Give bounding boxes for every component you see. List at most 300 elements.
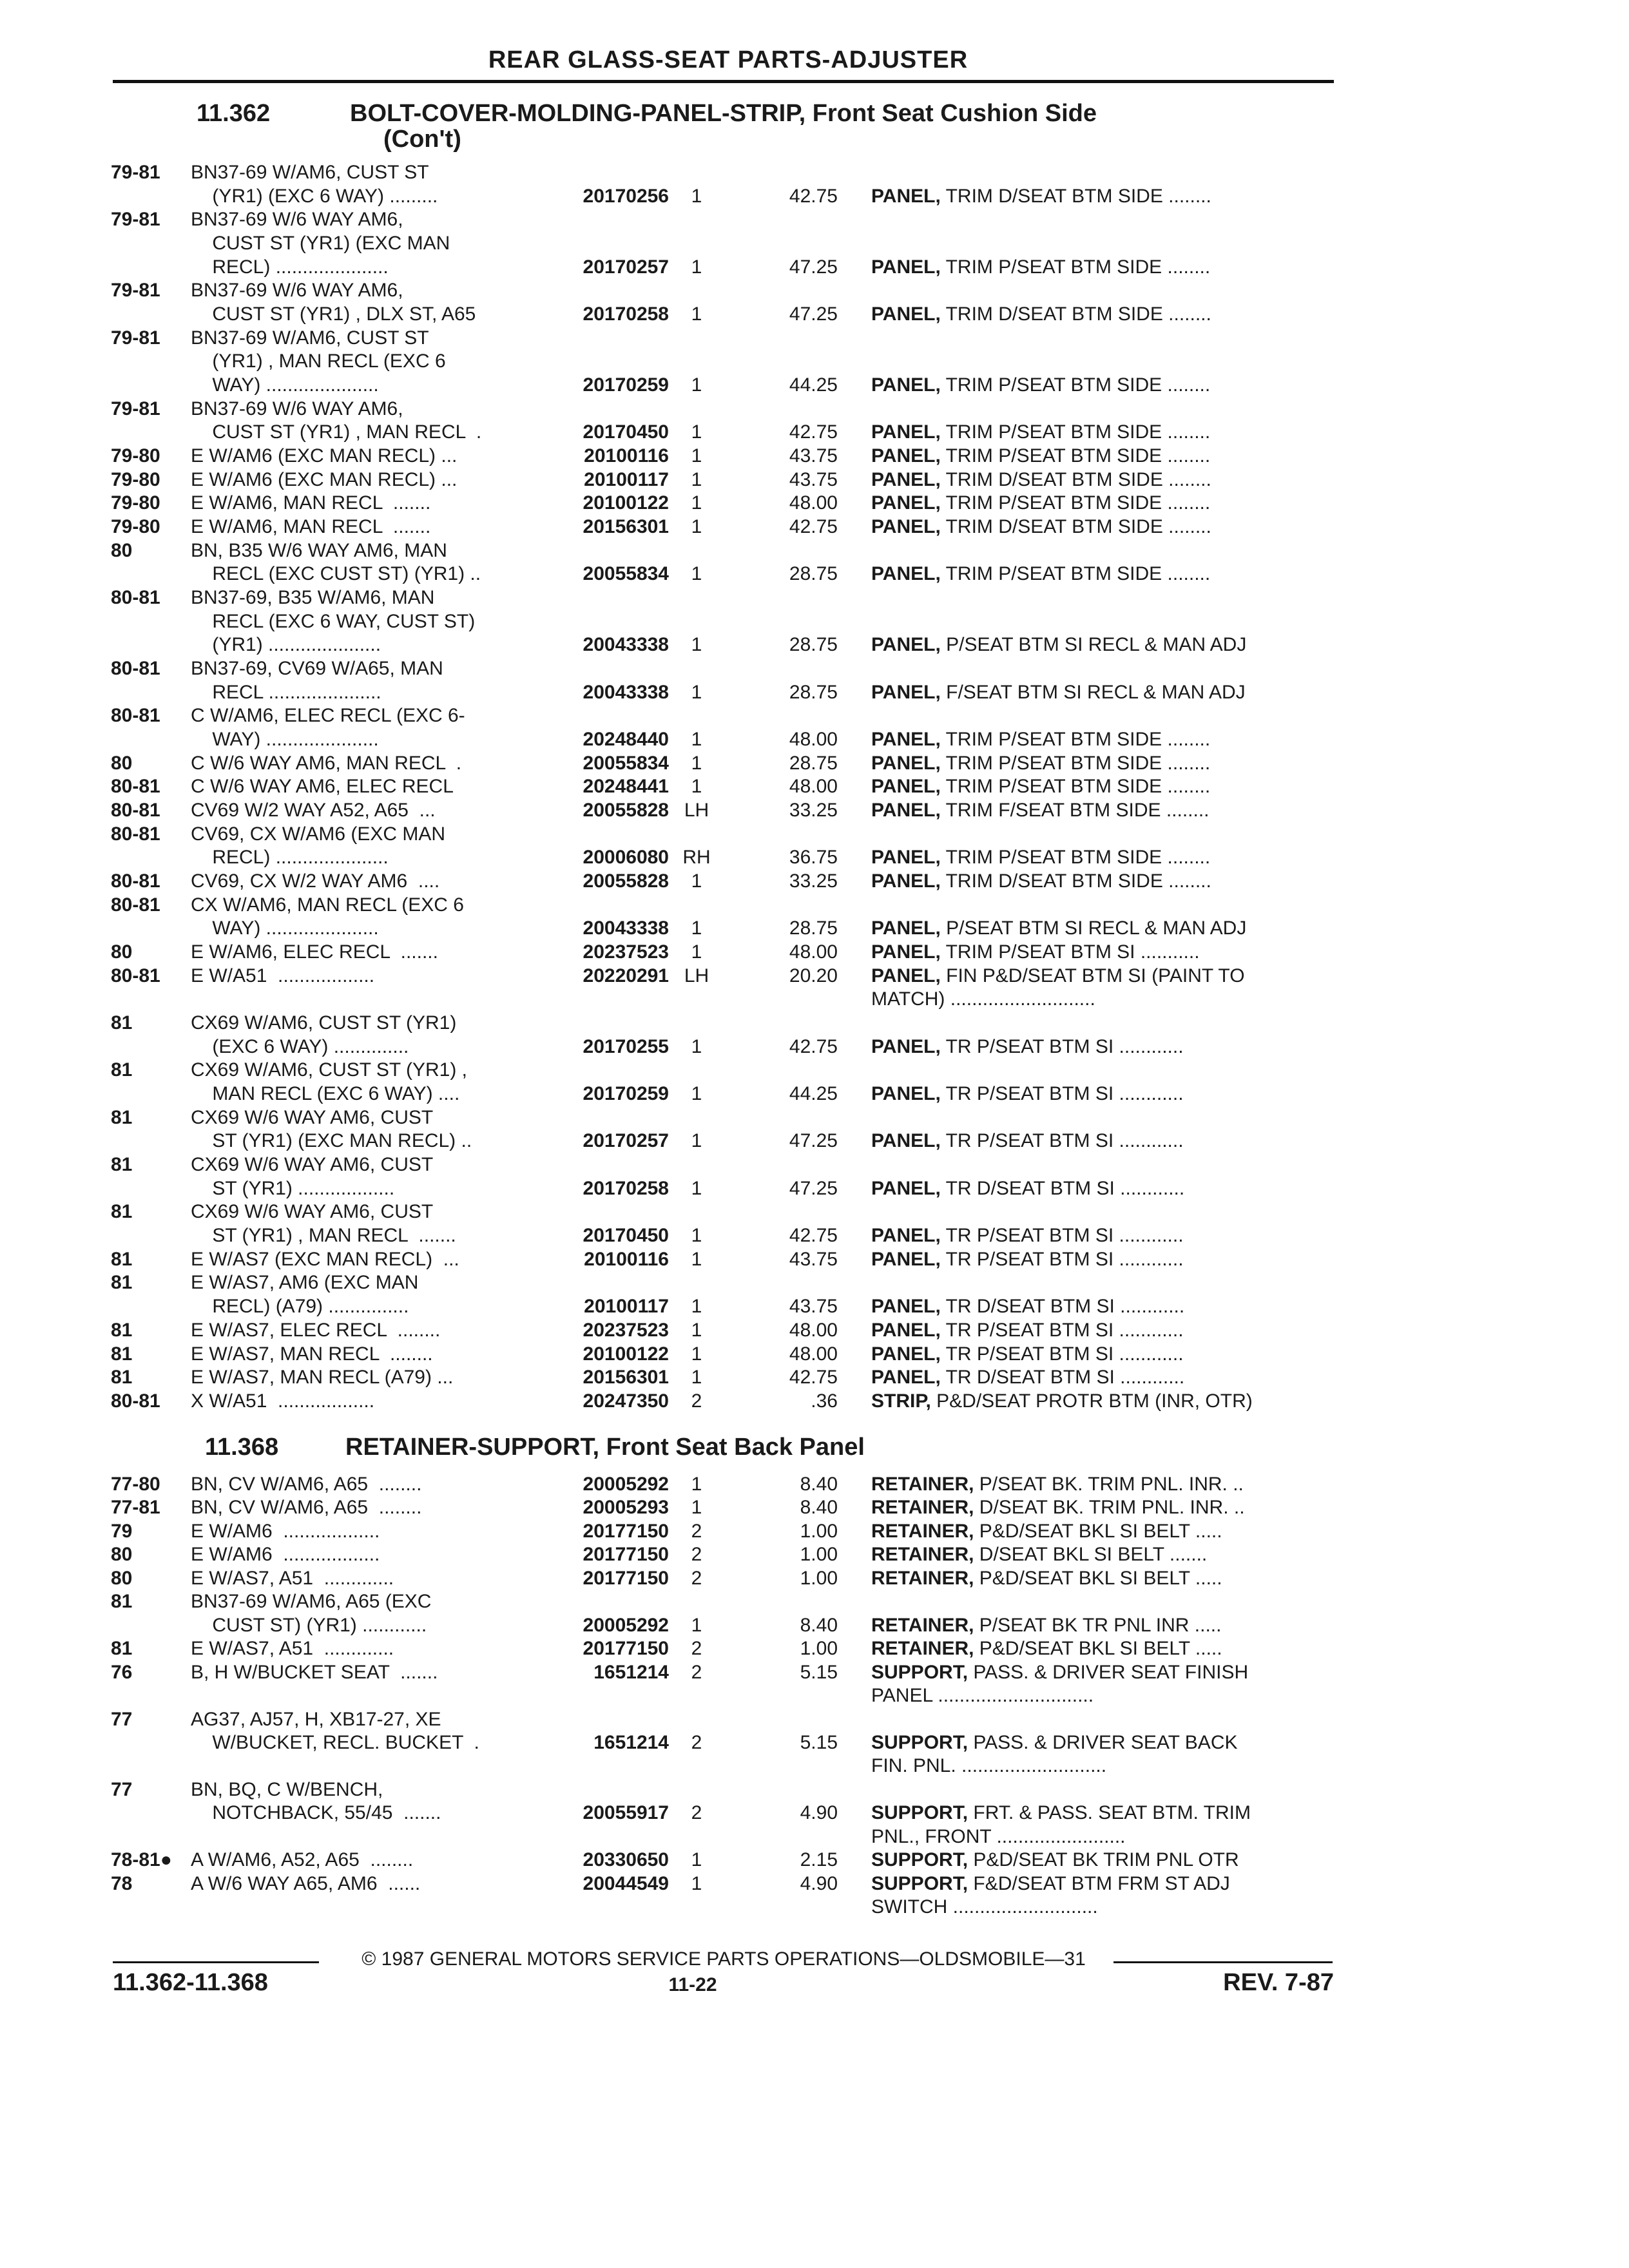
part-name-detail: TRIM D/SEAT BTM SIDE ........: [940, 303, 1211, 325]
model-year: 79-80: [111, 492, 160, 514]
part-number: 20170258: [583, 1178, 669, 1199]
part-name-keyword: RETAINER,: [871, 1615, 974, 1636]
part-number: 20100116: [584, 445, 669, 466]
quantity: 1: [691, 1615, 702, 1636]
part-name: [871, 917, 1246, 940]
quantity: 1: [691, 1367, 702, 1388]
model-year: 81: [111, 1343, 133, 1365]
application-desc: ST (YR1) , MAN RECL .......: [191, 1225, 456, 1246]
part-name: [871, 1473, 1244, 1496]
part-number: 20005293: [583, 1497, 669, 1518]
part-name-detail: FRT. & PASS. SEAT BTM. TRIM: [968, 1802, 1251, 1823]
part-name: [871, 1614, 1221, 1637]
quantity: 1: [691, 1249, 702, 1270]
part-number: 20100116: [584, 1249, 669, 1270]
price: 47.25: [789, 303, 838, 325]
application-desc: BN37-69 W/AM6, CUST ST: [191, 327, 429, 349]
part-name-keyword: PANEL,: [871, 445, 941, 466]
model-year: 81: [111, 1320, 133, 1341]
model-year: 81: [111, 1367, 133, 1388]
section-subtitle: (Con't): [383, 126, 461, 153]
model-year: 79-81: [111, 209, 160, 230]
model-year: 78-81●: [111, 1849, 172, 1870]
part-number: 20100122: [583, 1343, 669, 1365]
price: 42.75: [789, 1036, 838, 1057]
application-desc: E W/AM6 (EXC MAN RECL) ...: [191, 469, 458, 490]
price: 33.25: [789, 870, 838, 892]
application-desc: CUST ST (YR1) (EXC MAN: [191, 233, 450, 254]
application-desc: E W/AS7, A51 .............: [191, 1568, 394, 1589]
part-name-keyword: PANEL,: [871, 256, 941, 278]
part-number: 20170259: [583, 374, 669, 396]
part-name-detail: P&D/SEAT BKL SI BELT .....: [974, 1638, 1222, 1659]
application-desc: ST (YR1) ..................: [191, 1178, 395, 1199]
model-year: 81: [111, 1107, 133, 1128]
part-name-keyword: SUPPORT,: [871, 1849, 969, 1870]
part-number: 20177150: [583, 1638, 669, 1659]
model-year: 81: [111, 1059, 133, 1081]
application-desc: BN37-69 W/AM6, A65 (EXC: [191, 1591, 432, 1612]
part-name: [871, 775, 1210, 798]
part-name-keyword: RETAINER,: [871, 1638, 974, 1659]
application-desc: BN37-69 W/6 WAY AM6,: [191, 280, 403, 301]
part-name: [871, 1366, 1184, 1389]
part-name-detail: TRIM P/SEAT BTM SIDE ........: [940, 492, 1211, 514]
application-desc: (YR1) (EXC 6 WAY) .........: [191, 186, 438, 207]
model-year: 79-81: [111, 280, 160, 301]
part-name: [871, 1872, 1230, 1896]
part-name: [871, 1177, 1184, 1200]
quantity: 2: [691, 1390, 702, 1412]
price: 28.75: [789, 753, 838, 774]
part-name: [871, 1035, 1184, 1059]
part-number: 20170255: [583, 1036, 669, 1057]
price: 48.00: [789, 1320, 838, 1341]
quantity: 1: [691, 469, 702, 490]
price: 48.00: [789, 941, 838, 963]
quantity: 1: [691, 1225, 702, 1246]
price: 33.25: [789, 800, 838, 821]
section-title: RETAINER-SUPPORT, Front Seat Back Panel: [345, 1434, 865, 1461]
application-desc: (EXC 6 WAY) ..............: [191, 1036, 409, 1057]
price: .36: [811, 1390, 838, 1412]
part-name-keyword: PANEL,: [871, 303, 941, 325]
price: 48.00: [789, 1343, 838, 1365]
quantity: 1: [691, 1130, 702, 1151]
quantity: 1: [691, 256, 702, 278]
price: 1.00: [800, 1568, 838, 1589]
application-desc: E W/AM6, MAN RECL .......: [191, 516, 431, 537]
quantity: 1: [691, 1343, 702, 1365]
application-desc: (YR1) , MAN RECL (EXC 6: [191, 351, 446, 372]
part-number: 20170450: [583, 1225, 669, 1246]
part-name-keyword: PANEL,: [871, 634, 941, 655]
application-desc: RECL (EXC 6 WAY, CUST ST): [191, 611, 476, 632]
price: 43.75: [789, 469, 838, 490]
footer-copyright: © 1987 GENERAL MOTORS SERVICE PARTS OPERATIONS—OLDSMOBILE—31: [361, 1948, 1086, 1970]
price: 8.40: [800, 1474, 838, 1495]
section-title: BOLT-COVER-MOLDING-PANEL-STRIP, Front Seat Cushion Side: [350, 100, 1097, 127]
part-name-keyword: RETAINER,: [871, 1474, 974, 1495]
part-name-detail: TR P/SEAT BTM SI ............: [940, 1036, 1184, 1057]
part-number: 20044549: [583, 1873, 669, 1894]
application-desc: C W/6 WAY AM6, MAN RECL .: [191, 753, 462, 774]
part-name: [871, 965, 1245, 988]
part-name-detail: TRIM P/SEAT BTM SIDE ........: [940, 753, 1211, 774]
part-name-detail: TR D/SEAT BTM SI ............: [940, 1178, 1185, 1199]
part-name-detail: PASS. & DRIVER SEAT FINISH: [968, 1662, 1249, 1683]
application-desc: CV69, CX W/AM6 (EXC MAN: [191, 823, 446, 845]
part-name: [871, 681, 1246, 704]
application-desc: BN37-69 W/AM6, CUST ST: [191, 162, 429, 183]
application-desc: W/BUCKET, RECL. BUCKET .: [191, 1732, 479, 1753]
part-name-keyword: PANEL,: [871, 776, 941, 797]
part-number: 1651214: [593, 1732, 669, 1753]
application-desc: CV69, CX W/2 WAY AM6 ....: [191, 870, 440, 892]
part-name-detail: TR P/SEAT BTM SI ............: [940, 1249, 1184, 1270]
part-number: 20055828: [583, 800, 669, 821]
model-year: 79-80: [111, 469, 160, 490]
price: 20.20: [789, 965, 838, 986]
part-name-keyword: RETAINER,: [871, 1497, 974, 1518]
part-number: 20043338: [583, 918, 669, 939]
part-name: [871, 303, 1211, 326]
part-name: [871, 1825, 1126, 1849]
part-name-keyword: PANEL,: [871, 469, 941, 490]
quantity: 1: [691, 1849, 702, 1870]
application-desc: E W/AM6, MAN RECL .......: [191, 492, 431, 514]
quantity: 1: [691, 1474, 702, 1495]
model-year: 81: [111, 1638, 133, 1659]
part-name: [871, 1849, 1239, 1872]
quantity: 1: [691, 1320, 702, 1341]
part-name-detail: TR P/SEAT BTM SI ............: [940, 1343, 1184, 1365]
part-number: 20170257: [583, 1130, 669, 1151]
quantity: 1: [691, 421, 702, 443]
part-name-keyword: PANEL,: [871, 1296, 941, 1317]
part-name-keyword: STRIP,: [871, 1390, 931, 1412]
price: 8.40: [800, 1615, 838, 1636]
model-year: 79-81: [111, 398, 160, 419]
quantity: 2: [691, 1732, 702, 1753]
application-desc: BN37-69 W/6 WAY AM6,: [191, 209, 403, 230]
quantity: 1: [691, 1178, 702, 1199]
part-name-detail: TRIM P/SEAT BTM SIDE ........: [940, 776, 1211, 797]
application-desc: CX69 W/6 WAY AM6, CUST: [191, 1107, 434, 1128]
model-year: 80-81: [111, 587, 160, 608]
application-desc: CX W/AM6, MAN RECL (EXC 6: [191, 894, 464, 916]
part-name-detail: TRIM P/SEAT BTM SIDE ........: [940, 563, 1211, 584]
part-name-keyword: PANEL,: [871, 918, 941, 939]
part-name: [871, 185, 1211, 208]
part-name-keyword: PANEL,: [871, 1178, 941, 1199]
part-name-detail: FIN. PNL. ...........................: [871, 1755, 1107, 1776]
part-name-detail: P&D/SEAT BKL SI BELT .....: [974, 1568, 1222, 1589]
model-year: 81: [111, 1591, 133, 1612]
model-year: 80-81: [111, 705, 160, 726]
application-desc: CUST ST (YR1) , MAN RECL .: [191, 421, 482, 443]
part-name-detail: P/SEAT BK TR PNL INR .....: [974, 1615, 1222, 1636]
part-name-keyword: PANEL,: [871, 682, 941, 703]
part-number: 20237523: [583, 941, 669, 963]
part-name-detail: P/SEAT BK. TRIM PNL. INR. ..: [974, 1474, 1244, 1495]
part-number: 20177150: [583, 1521, 669, 1542]
application-desc: BN37-69, B35 W/AM6, MAN: [191, 587, 435, 608]
price: 44.25: [789, 1083, 838, 1104]
part-name-detail: P&D/SEAT BK TRIM PNL OTR: [968, 1849, 1239, 1870]
part-number: 20237523: [583, 1320, 669, 1341]
part-name: [871, 1129, 1184, 1153]
application-desc: E W/AS7, A51 .............: [191, 1638, 394, 1659]
model-year: 81: [111, 1154, 133, 1175]
part-name-detail: TRIM D/SEAT BTM SIDE ........: [940, 516, 1211, 537]
application-desc: E W/AS7, MAN RECL ........: [191, 1343, 433, 1365]
footer-page-number: 11-22: [668, 1974, 717, 1995]
application-desc: WAY) .....................: [191, 374, 379, 396]
part-name-detail: TRIM P/SEAT BTM SIDE ........: [940, 256, 1211, 278]
model-year: 81: [111, 1249, 133, 1270]
application-desc: C W/AM6, ELEC RECL (EXC 6-: [191, 705, 465, 726]
model-year: 80-81: [111, 894, 160, 916]
part-name-detail: TR P/SEAT BTM SI ............: [940, 1320, 1184, 1341]
part-number: 20043338: [583, 634, 669, 655]
part-name: [871, 515, 1211, 539]
price: 4.90: [800, 1802, 838, 1823]
price: 42.75: [789, 1225, 838, 1246]
quantity: 1: [691, 374, 702, 396]
price: 43.75: [789, 1296, 838, 1317]
part-name-detail: TRIM P/SEAT BTM SIDE ........: [940, 445, 1211, 466]
quantity: RH: [682, 847, 711, 868]
part-name-detail: TRIM P/SEAT BTM SI ...........: [940, 941, 1200, 963]
footer-revision: REV. 7-87: [1223, 1969, 1334, 1996]
part-name: [871, 1224, 1184, 1247]
application-desc: BN, BQ, C W/BENCH,: [191, 1779, 383, 1800]
part-name-detail: TRIM P/SEAT BTM SIDE ........: [940, 729, 1211, 750]
part-name: [871, 1319, 1184, 1342]
quantity: 1: [691, 303, 702, 325]
part-name-keyword: PANEL,: [871, 1083, 941, 1104]
model-year: 78: [111, 1873, 133, 1894]
model-year: 81: [111, 1272, 133, 1293]
part-name-keyword: PANEL,: [871, 729, 941, 750]
part-number: 20006080: [583, 847, 669, 868]
application-desc: B, H W/BUCKET SEAT .......: [191, 1662, 438, 1683]
part-name-keyword: PANEL,: [871, 516, 941, 537]
application-desc: RECL .....................: [191, 682, 381, 703]
part-name: [871, 374, 1210, 397]
application-desc: E W/AM6, ELEC RECL .......: [191, 941, 438, 963]
part-number: 20248441: [583, 776, 669, 797]
quantity: LH: [684, 965, 709, 986]
quantity: 1: [691, 1873, 702, 1894]
part-name-keyword: PANEL,: [871, 492, 941, 514]
part-number: 20330650: [583, 1849, 669, 1870]
model-year: 80-81: [111, 658, 160, 679]
part-name-keyword: PANEL,: [871, 753, 941, 774]
part-name-keyword: SUPPORT,: [871, 1802, 969, 1823]
model-year: 81: [111, 1201, 133, 1222]
model-year: 80: [111, 753, 133, 774]
part-name-keyword: PANEL,: [871, 1225, 941, 1246]
part-name: [871, 421, 1210, 444]
quantity: 1: [691, 682, 702, 703]
part-number: 20170450: [583, 421, 669, 443]
part-name-detail: FIN P&D/SEAT BTM SI (PAINT TO: [940, 965, 1245, 986]
model-year: 80-81: [111, 800, 160, 821]
price: 1.00: [800, 1638, 838, 1659]
quantity: 1: [691, 445, 702, 466]
quantity: 1: [691, 492, 702, 514]
application-desc: E W/AM6 ..................: [191, 1544, 380, 1565]
model-year: 80-81: [111, 823, 160, 845]
part-name: [871, 1543, 1207, 1566]
part-number: 20177150: [583, 1544, 669, 1565]
part-number: 20100117: [584, 469, 669, 490]
part-number: 20170259: [583, 1083, 669, 1104]
part-name: [871, 445, 1210, 468]
part-number: 20055834: [583, 563, 669, 584]
application-desc: E W/AM6 (EXC MAN RECL) ...: [191, 445, 458, 466]
part-name: [871, 256, 1210, 279]
quantity: 1: [691, 1083, 702, 1104]
application-desc: BN37-69 W/6 WAY AM6,: [191, 398, 403, 419]
quantity: 1: [691, 1497, 702, 1518]
application-desc: (YR1) .....................: [191, 634, 381, 655]
footer-rule-right: [1113, 1961, 1333, 1963]
part-number: 20220291: [583, 965, 669, 986]
part-name-keyword: PANEL,: [871, 847, 941, 868]
model-year: 79-81: [111, 327, 160, 349]
part-name-detail: F&D/SEAT BTM FRM ST ADJ: [968, 1873, 1230, 1894]
part-name: [871, 1295, 1184, 1318]
part-number: 20156301: [583, 516, 669, 537]
quantity: 2: [691, 1802, 702, 1823]
part-number: 20100122: [583, 492, 669, 514]
part-name-keyword: PANEL,: [871, 965, 941, 986]
part-name: [871, 1802, 1251, 1825]
part-name-keyword: RETAINER,: [871, 1568, 974, 1589]
part-name-keyword: PANEL,: [871, 941, 941, 963]
part-name: [871, 1684, 1094, 1707]
quantity: 1: [691, 941, 702, 963]
application-desc: CX69 W/6 WAY AM6, CUST: [191, 1201, 434, 1222]
application-desc: BN37-69, CV69 W/A65, MAN: [191, 658, 443, 679]
application-desc: CX69 W/6 WAY AM6, CUST: [191, 1154, 434, 1175]
quantity: 1: [691, 753, 702, 774]
application-desc: CUST ST) (YR1) ............: [191, 1615, 427, 1636]
part-number: 20156301: [583, 1367, 669, 1388]
footer-section-range: 11.362-11.368: [113, 1969, 268, 1996]
page-header-title: REAR GLASS-SEAT PARTS-ADJUSTER: [488, 46, 969, 73]
part-number: 20247350: [583, 1390, 669, 1412]
part-number: 20170258: [583, 303, 669, 325]
quantity: 1: [691, 870, 702, 892]
price: 28.75: [789, 634, 838, 655]
application-desc: RECL (EXC CUST ST) (YR1) ..: [191, 563, 481, 584]
part-name: [871, 846, 1210, 869]
part-name: [871, 1343, 1184, 1366]
part-number: 20100117: [584, 1296, 669, 1317]
model-year: 80-81: [111, 870, 160, 892]
part-name: [871, 1896, 1098, 1919]
quantity: 1: [691, 634, 702, 655]
price: 36.75: [789, 847, 838, 868]
application-desc: C W/6 WAY AM6, ELEC RECL: [191, 776, 454, 797]
price: 42.75: [789, 421, 838, 443]
part-number: 20043338: [583, 682, 669, 703]
part-name-detail: F/SEAT BTM SI RECL & MAN ADJ: [940, 682, 1246, 703]
price: 48.00: [789, 729, 838, 750]
price: 47.25: [789, 1178, 838, 1199]
part-name-keyword: PANEL,: [871, 421, 941, 443]
quantity: 1: [691, 729, 702, 750]
part-number: 20170256: [583, 186, 669, 207]
part-number: 1651214: [593, 1662, 669, 1683]
part-name: [871, 728, 1210, 751]
part-name-keyword: PANEL,: [871, 186, 941, 207]
application-desc: BN, CV W/AM6, A65 ........: [191, 1474, 422, 1495]
price: 42.75: [789, 516, 838, 537]
part-name: [871, 870, 1211, 893]
price: 8.40: [800, 1497, 838, 1518]
model-year: 77-81: [111, 1497, 160, 1518]
model-year: 77: [111, 1709, 133, 1730]
application-desc: WAY) .....................: [191, 729, 379, 750]
part-name-keyword: PANEL,: [871, 800, 941, 821]
application-desc: CUST ST (YR1) , DLX ST, A65: [191, 303, 476, 325]
application-desc: WAY) .....................: [191, 918, 379, 939]
price: 44.25: [789, 374, 838, 396]
part-name-detail: TRIM P/SEAT BTM SIDE ........: [940, 374, 1211, 396]
quantity: 1: [691, 1296, 702, 1317]
model-year: 80: [111, 1544, 133, 1565]
section-number: 11.368: [205, 1434, 279, 1461]
application-desc: E W/AS7, ELEC RECL ........: [191, 1320, 441, 1341]
part-name-keyword: PANEL,: [871, 1249, 941, 1270]
part-name-detail: D/SEAT BKL SI BELT .......: [974, 1544, 1208, 1565]
application-desc: CX69 W/AM6, CUST ST (YR1): [191, 1012, 457, 1033]
part-name-detail: P&D/SEAT BKL SI BELT .....: [974, 1521, 1222, 1542]
model-year: 77: [111, 1779, 133, 1800]
part-name: [871, 1390, 1253, 1413]
part-number: 20177150: [583, 1568, 669, 1589]
price: 47.25: [789, 1130, 838, 1151]
model-year: 76: [111, 1662, 133, 1683]
part-number: 20248440: [583, 729, 669, 750]
part-name: [871, 799, 1210, 822]
part-name-keyword: PANEL,: [871, 563, 941, 584]
application-desc: AG37, AJ57, H, XB17-27, XE: [191, 1709, 441, 1730]
price: 42.75: [789, 1367, 838, 1388]
part-name: [871, 1496, 1245, 1519]
model-year: 79: [111, 1521, 133, 1542]
model-year: 80: [111, 540, 133, 561]
application-desc: MAN RECL (EXC 6 WAY) ....: [191, 1083, 460, 1104]
application-desc: NOTCHBACK, 55/45 .......: [191, 1802, 441, 1823]
quantity: 1: [691, 563, 702, 584]
application-desc: A W/AM6, A52, A65 ........: [191, 1849, 414, 1870]
part-name-detail: TRIM F/SEAT BTM SIDE ........: [940, 800, 1210, 821]
part-number: 20005292: [583, 1615, 669, 1636]
application-desc: BN, CV W/AM6, A65 ........: [191, 1497, 422, 1518]
part-name: [871, 752, 1210, 775]
part-number: 20055828: [583, 870, 669, 892]
price: 48.00: [789, 492, 838, 514]
application-desc: X W/A51 ..................: [191, 1390, 375, 1412]
part-name-detail: P/SEAT BTM SI RECL & MAN ADJ: [940, 918, 1247, 939]
application-desc: RECL) (A79) ...............: [191, 1296, 409, 1317]
